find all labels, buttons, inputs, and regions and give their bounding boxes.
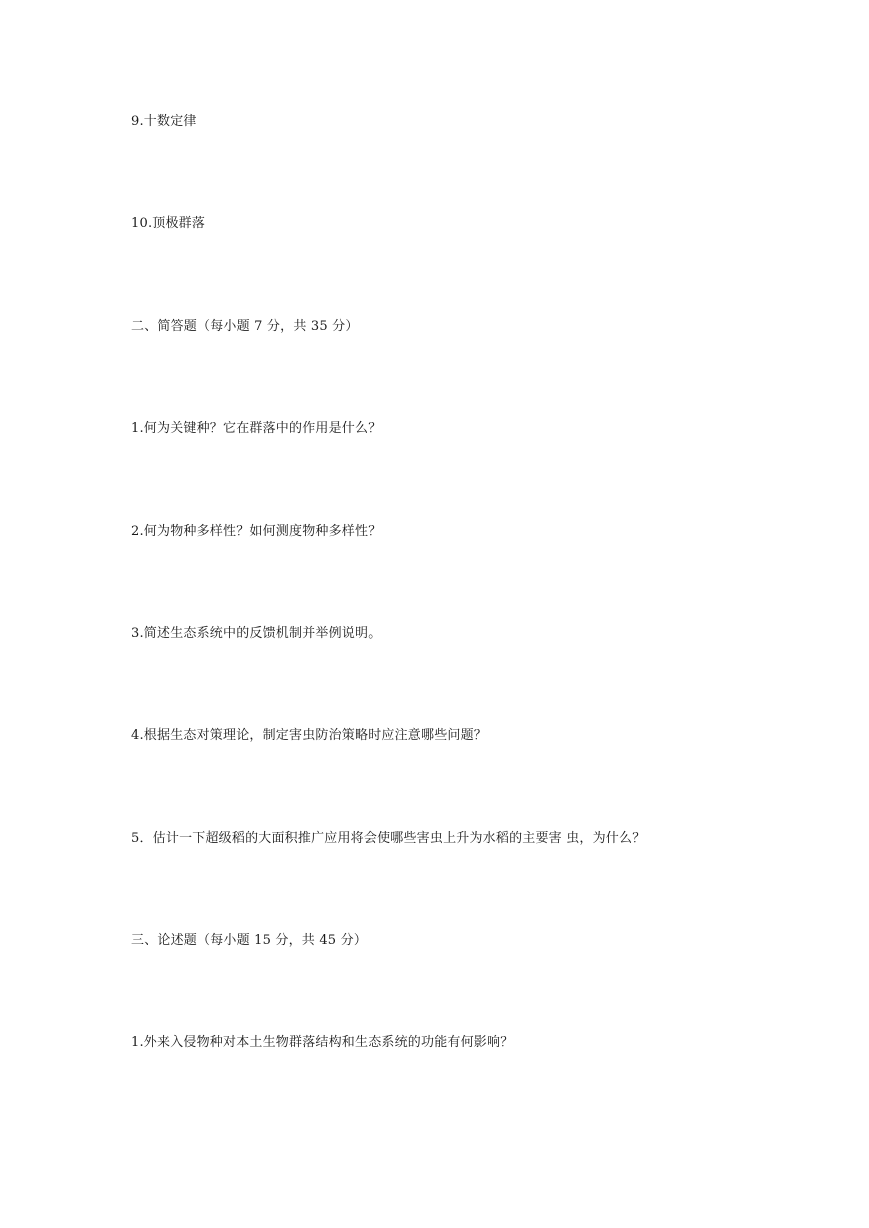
essay-question-item-1: 1.外来入侵物种对本土生物群落结构和生态系统的功能有何影响？ — [131, 1035, 514, 1050]
question-item-4: 4.根据生态对策理论，制定害虫防治策略时应注意哪些问题？ — [131, 728, 488, 743]
question-item-3: 3.简述生态系统中的反馈机制并举例说明。 — [131, 626, 382, 641]
section-heading-short-answer: 二、简答题（每小题 7 分，共 35 分） — [131, 319, 359, 334]
term-item-9: 9.十数定律 — [131, 114, 197, 129]
section-heading-essay: 三、论述题（每小题 15 分，共 45 分） — [131, 933, 368, 948]
term-item-10: 10.顶极群落 — [131, 216, 206, 231]
question-item-2: 2.何为物种多样性？如何测度物种多样性？ — [131, 524, 382, 539]
question-item-1: 1.何为关键种？它在群落中的作用是什么？ — [131, 421, 382, 436]
question-item-5: 5．估计一下超级稻的大面积推广应用将会使哪些害虫上升为水稻的主要害 虫，为什么？ — [131, 831, 646, 846]
